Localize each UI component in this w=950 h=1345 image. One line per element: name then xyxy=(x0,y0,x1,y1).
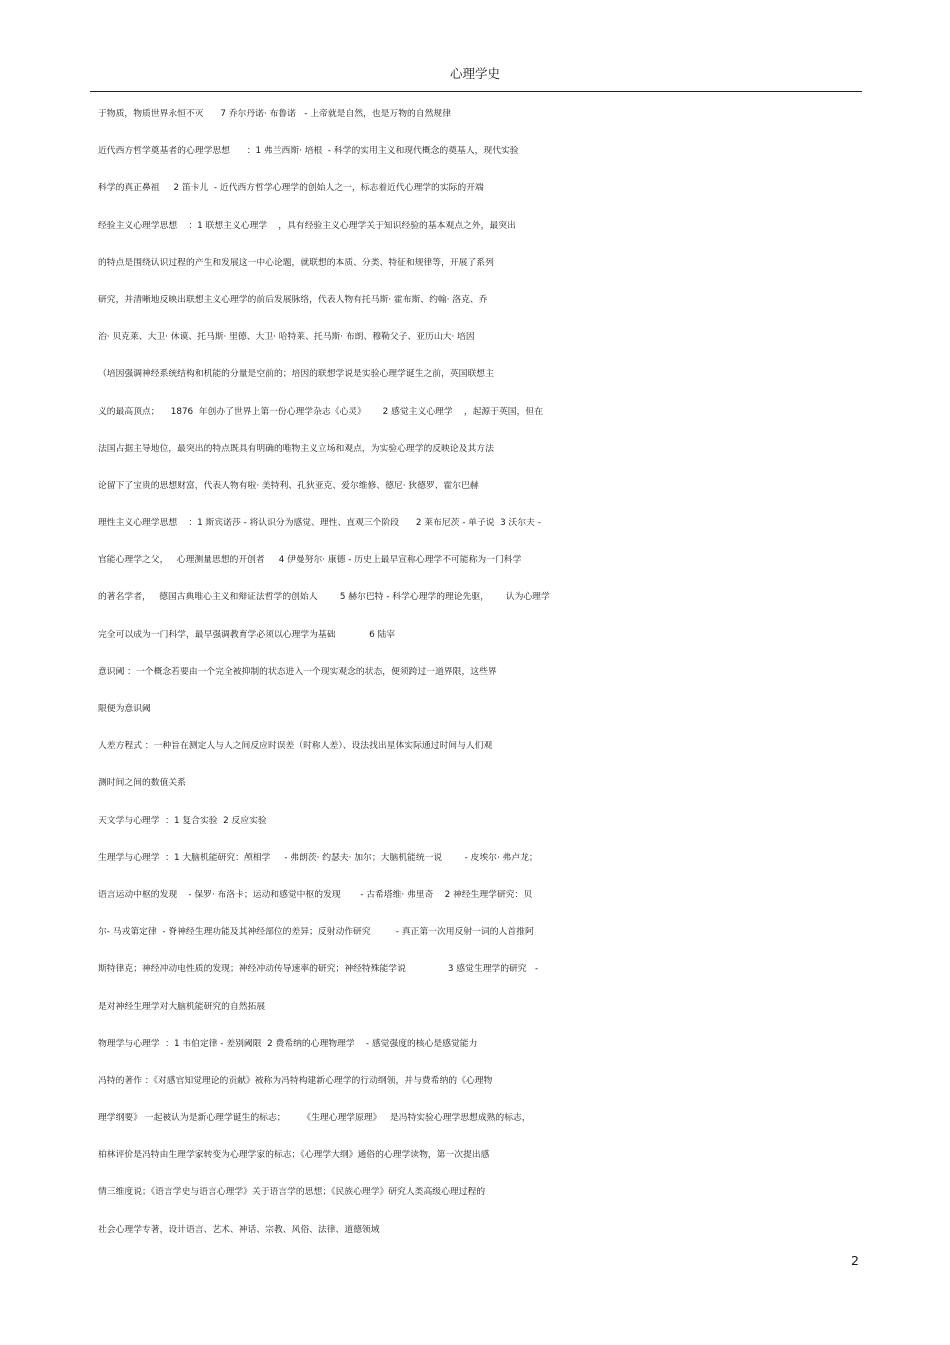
text-line: 是对神经生理学对大脑机能研究的自然拓展 xyxy=(98,1001,266,1012)
header-divider xyxy=(90,91,862,92)
text-line: （培因强调神经系统结构和机能的分量是空前的；培因的联想学说是实验心理学诞生之前，英国联想主 xyxy=(98,369,494,380)
text-line: 柏林评价是冯特由生理学家转变为心理学家的标志；《心理学大纲》通俗的心理学读物，第一次提出感 xyxy=(98,1150,490,1161)
text-line: 的著名学者， 德国古典唯心主义和辩证法哲学的创始人 5 赫尔巴特 - 科学心理学的理论先驱， 认为心理学 xyxy=(98,592,550,603)
page-number: 2 xyxy=(851,1253,859,1268)
text-line: 生理学与心理学 ：1 大脑机能研究：颅相学 - 弗朗茨· 约瑟夫· 加尔；大脑机能统一说 - 皮埃尔· 弗卢龙； xyxy=(98,852,538,863)
text-line: 意识阈 ：一个概念若要由一个完全被抑制的状态进入一个现实观念的状态，便须跨过一道界限，这些界 xyxy=(98,666,497,677)
body-text xyxy=(98,96,858,1249)
text-line: 经验主义心理学思想 ：1 联想主义心理学 ，具有经验主义心理学关于知识经验的基本观点之外，最突出 xyxy=(98,220,516,231)
text-line: 理学纲要》 一起被认为是新心理学诞生的标志； 《生理心理学原理》 是冯特实验心理学思想成熟的标志， xyxy=(98,1113,531,1124)
text-line: 测时间之间的数值关系 xyxy=(98,778,186,789)
text-line: 科学的真正鼻祖 2 笛卡儿 - 近代西方哲学心理学的创始人之一，标志着近代心理学的实际的开端 xyxy=(98,183,484,194)
text-line: 情三维度说；《语言学史与语言心理学》关于语言学的思想；《民族心理学》研究人类高级心理过程的 xyxy=(98,1187,486,1198)
text-line: 天文学与心理学 ：1 复合实验 2 反应实验 xyxy=(98,815,267,826)
text-line: 理性主义心理学思想 ：1 斯宾诺莎 - 将认识分为感觉、理性、直观三个阶段 2 莱布尼茨 - 单子说 3 沃尔夫 - xyxy=(98,518,541,529)
text-line: 斯特律克；神经冲动电性质的发现；神经冲动传导速率的研究；神经特殊能学说 3 感觉生理学的研究 - xyxy=(98,964,539,975)
text-line: 尔- 马戎第定律 - 脊神经生理功能及其神经部位的差异；反射动作研究 - 真正第一次用反射一词的人首推阿 xyxy=(98,927,534,938)
text-line: 近代西方哲学奠基者的心理学思想 ：1 弗兰西斯· 培根 - 科学的实用主义和现代概念的奠基人，现代实验 xyxy=(98,146,519,157)
text-line: 法国占据主导地位，最突出的特点既具有明确的唯物主义立场和观点，为实验心理学的反映论及其方法 xyxy=(98,443,494,454)
text-line: 人差方程式 ：一种旨在测定人与人之间反应时误差（时称人差）、设法找出星体实际通过时间与人们观 xyxy=(98,741,493,752)
text-line: 义的最高顶点； 1876 年创办了世界上第一份心理学杂志《心灵》 2 感觉主义心理学 ，起源于英国，但在 xyxy=(98,406,543,417)
text-line: 完全可以成为一门科学，最早强调教育学必须以心理学为基础 6 陆宰 xyxy=(98,629,396,640)
text-line: 官能心理学之父， 心理测量思想的开创者 4 伊曼努尔· 康德 - 历史上最早宣称心理学不可能称为一门科学 xyxy=(98,555,522,566)
text-line: 语言运动中枢的发现 - 保罗· 布洛卡；运动和感觉中枢的发现 - 古希塔维· 弗里奇 2 神经生理学研究：贝 xyxy=(98,889,533,900)
text-line: 社会心理学专著，设计语言、艺术、神话、宗教、风俗、法律、道德领域 xyxy=(98,1224,380,1235)
text-line: 研究，并清晰地反映出联想主义心理学的前后发展脉络，代表人物有托马斯· 霍布斯、约翰· 洛克、乔 xyxy=(98,294,488,305)
text-line: 限便为意识阈 xyxy=(98,704,151,714)
text-line: 的特点是围绕认识过程的产生和发展这一中心论题，就联想的本质、分类、特征和规律等，开展了系列 xyxy=(98,257,494,268)
text-line: 物理学与心理学 ：1 韦伯定律 - 差别阈限 2 费希纳的心理物理学 - 感觉强度的核心是感觉能力 xyxy=(98,1038,478,1049)
text-line: 冯特的著作 ：《对感官知觉理论的贡献》被称为冯特构建新心理学的行动纲领，并与费希纳的《心理物 xyxy=(98,1075,493,1086)
text-line: 论留下了宝贵的思想财富，代表人物有啦· 美特利、孔狄亚克、爱尔维修、德尼· 狄德罗、霍尔巴赫 xyxy=(98,480,479,491)
page-header-title: 心理学史 xyxy=(449,66,500,81)
text-line: 治· 贝克莱、大卫· 休谟、托马斯· 里德、大卫· 哈特莱、托马斯· 布朗、穆勒父子、亚历山大· 培因 xyxy=(98,332,475,343)
text-line: 于物质，物质世界永恒不灭 7 乔尔丹诺· 布鲁诺 - 上帝就是自然，也是万物的自然规律 xyxy=(98,109,452,119)
